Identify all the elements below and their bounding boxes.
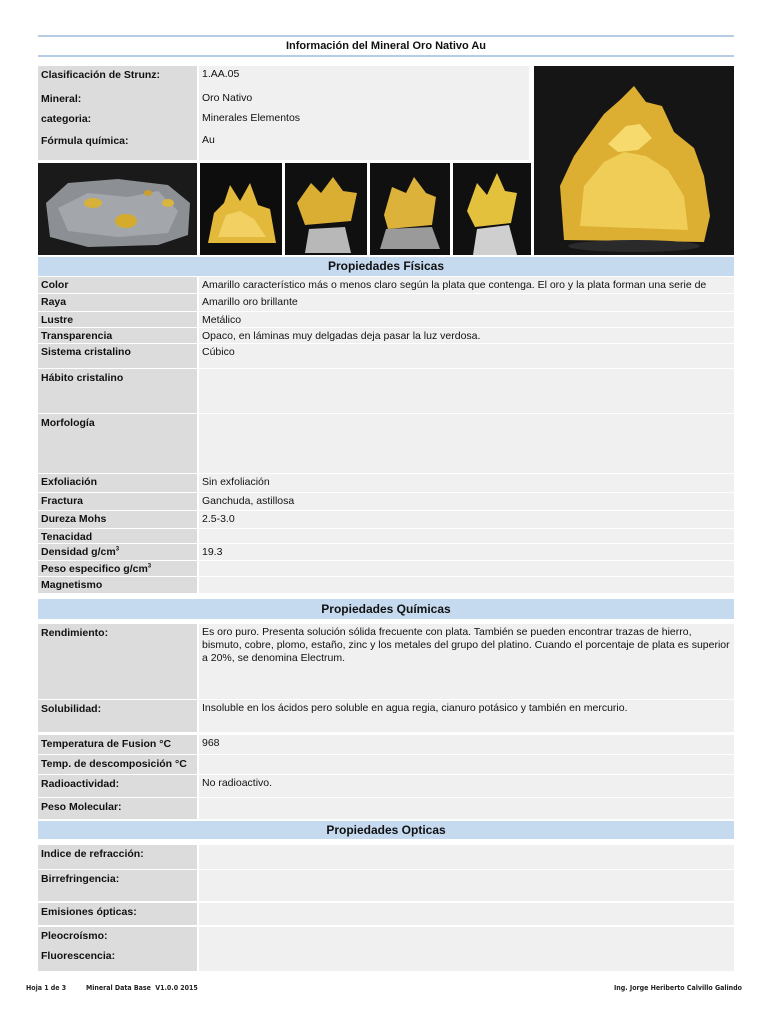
label-categoria: categoria: [38,110,197,132]
section-chemical: Propiedades Químicas [38,599,734,619]
mineral-photo-gold-1 [200,163,282,255]
value-strunz: 1.AA.05 [199,66,529,90]
value-birrefringencia [199,870,734,901]
label-radioactividad: Radioactividad: [38,775,197,797]
footer-app: Mineral Data Base V1.0.0 2015 [86,984,198,992]
value-fractura: Ganchuda, astillosa [199,493,734,510]
label-color: Color [38,277,197,293]
value-raya: Amarillo oro brillante [199,294,734,311]
value-rendimiento: Es oro puro. Presenta solución sólida frecuente con plata. También se pueden encontrar trazas de hierro, bismuto, cobre, plomo, estaño, zinc y los metales del grupo del platino. Cuando el porcentaje de plata es superior a 20%, se denomina Electrum. [199,624,734,699]
value-exfoliacion: Sin exfoliación [199,474,734,492]
section-physical: Propiedades Físicas [38,257,734,276]
value-lustre: Metálico [199,312,734,327]
value-habito-cristalino [199,369,734,413]
value-fluorescencia [199,947,734,971]
footer-page: Hoja 1 de 3 [26,984,67,992]
label-morfologia: Morfología [38,414,197,473]
label-rendimiento: Rendimiento: [38,624,197,699]
label-fluorescencia: Fluorescencia: [38,947,197,971]
label-lustre: Lustre [38,312,197,327]
label-peso-especifico-sup: 3 [147,563,152,570]
value-pleocroismo [199,927,734,947]
label-raya: Raya [38,294,197,311]
label-peso-especifico [38,561,197,576]
label-tenacidad: Tenacidad [38,529,197,543]
label-temp-fusion: Temperatura de Fusion °C [38,735,197,754]
label-birrefringencia: Birrefringencia: [38,870,197,901]
footer-author: Ing. Jorge Heriberto Calvillo Galindo [613,984,742,992]
label-emisiones-opticas: Emisiones ópticas: [38,903,197,925]
value-peso-molecular [199,798,734,819]
section-optical: Propiedades Opticas [38,821,734,839]
mineral-photo-main [534,66,734,255]
label-indice-refraccion: Indice de refracción: [38,845,197,869]
label-exfoliacion: Exfoliación [38,474,197,492]
label-sistema-cristalino: Sistema cristalino [38,344,197,368]
value-solubilidad: Insoluble en los ácidos pero soluble en agua regia, cianuro potásico y también en mercurio. [199,700,734,732]
value-dureza: 2.5-3.0 [199,511,734,528]
label-densidad-sup: 3 [115,546,120,553]
value-tenacidad [199,529,734,543]
value-magnetismo [199,577,734,593]
label-peso-especifico-text: Peso especifico g/cm [41,563,148,575]
label-solubilidad: Solubilidad: [38,700,197,732]
value-formula: Au [199,132,529,160]
value-emisiones-opticas [199,903,734,925]
label-pleocroismo: Pleocroísmo: [38,927,197,947]
value-morfologia [199,414,734,473]
value-radioactividad: No radioactivo. [199,775,734,797]
value-color: Amarillo característico más o menos claro según la plata que contenga. El oro y la plata forman una serie de [199,277,734,293]
label-densidad-text: Densidad g/cm [41,546,116,558]
value-mineral: Oro Nativo [199,90,529,110]
value-sistema-cristalino: Cúbico [199,344,734,368]
label-densidad [38,544,197,560]
value-transparencia: Opaco, en láminas muy delgadas deja pasar la luz verdosa. [199,328,734,343]
value-densidad: 19.3 [199,544,734,560]
label-transparencia: Transparencia [38,328,197,343]
label-strunz: Clasificación de Strunz: [38,66,197,90]
label-peso-molecular: Peso Molecular: [38,798,197,819]
label-mineral: Mineral: [38,90,197,110]
value-peso-especifico [199,561,734,576]
label-fractura: Fractura [38,493,197,510]
label-dureza: Dureza Mohs [38,511,197,528]
value-indice-refraccion [199,845,734,869]
value-categoria: Minerales Elementos [199,110,529,132]
label-formula: Fórmula química: [38,132,197,160]
label-magnetismo: Magnetismo [38,577,197,593]
document-title: Información del Mineral Oro Nativo Au [38,35,734,57]
mineral-photo-gold-3 [370,163,450,255]
mineral-photo-rock [38,163,197,255]
label-temp-descomposicion: Temp. de descomposición °C [38,755,197,774]
label-habito-cristalino: Hábito cristalino [38,369,197,413]
value-temp-fusion: 968 [199,735,734,754]
mineral-photo-gold-2 [285,163,367,255]
mineral-photo-gold-4 [453,163,531,255]
value-temp-descomposicion [199,755,734,774]
